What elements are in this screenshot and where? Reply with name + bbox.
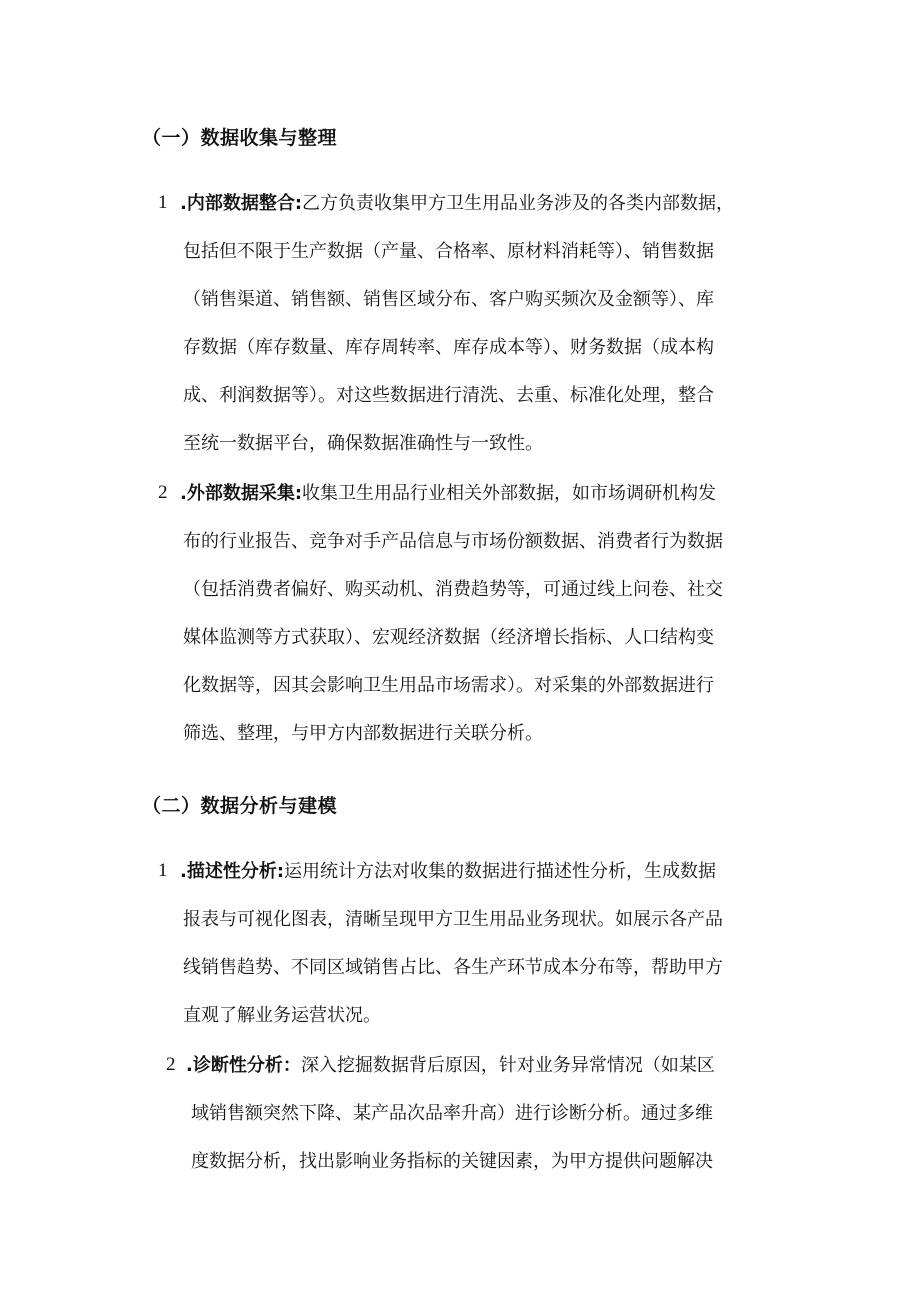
paragraph-line: 报表与可视化图表，清晰呈现甲方卫生用品业务现状。如展示各产品 bbox=[183, 909, 723, 930]
paragraph-line: .描述性分析:运用统计方法对收集的数据进行描述性分析，生成数据 bbox=[180, 861, 717, 882]
item-lead-term: .内部数据整合 bbox=[180, 193, 295, 214]
paragraph-line: .外部数据采集:收集卫生用品行业相关外部数据，如市场调研机构发 bbox=[180, 483, 717, 504]
item-number: 1 bbox=[158, 192, 168, 213]
paragraph-line: 媒体监测等方式获取）、宏观经济数据（经济增长指标、人口结构变 bbox=[183, 627, 714, 648]
paragraph-line: 化数据等，因其会影响卫生用品市场需求）。对采集的外部数据进行 bbox=[183, 675, 714, 696]
item-number: 1 bbox=[158, 860, 168, 881]
item-number: 2 bbox=[166, 1054, 176, 1075]
paragraph-line: .诊断性分析：深入挖掘数据背后原因，针对业务异常情况（如某区 bbox=[186, 1055, 715, 1076]
item-number: 2 bbox=[158, 482, 168, 503]
item-lead-term: .诊断性分析 bbox=[186, 1055, 283, 1076]
paragraph-line: 布的行业报告、竞争对手产品信息与市场份额数据、消费者行为数据 bbox=[183, 531, 723, 552]
paragraph-line: 至统一数据平台，确保数据准确性与一致性。 bbox=[183, 433, 543, 454]
item-lead-term: .描述性分析 bbox=[180, 861, 277, 882]
paragraph-line: 度数据分析，找出影响业务指标的关键因素，为甲方提供问题解决 bbox=[191, 1151, 713, 1172]
paragraph-line: （销售渠道、销售额、销售区域分布、客户购买频次及金额等）、库 bbox=[183, 289, 714, 310]
paragraph-line: （包括消费者偏好、购买动机、消费趋势等，可通过线上问卷、社交 bbox=[183, 579, 723, 600]
section-heading-2: （二）数据分析与建模 bbox=[142, 795, 338, 817]
paragraph-line: 直观了解业务运营状况。 bbox=[183, 1005, 381, 1026]
paragraph-line: .内部数据整合:乙方负责收集甲方卫生用品业务涉及的各类内部数据， bbox=[180, 193, 735, 214]
item-lead-term: .外部数据采集 bbox=[180, 483, 295, 504]
section-heading-1: （一）数据收集与整理 bbox=[142, 127, 338, 149]
paragraph-line: 域销售额突然下降、某产品次品率升高）进行诊断分析。通过多维 bbox=[191, 1103, 713, 1124]
paragraph-line: 筛选、整理，与甲方内部数据进行关联分析。 bbox=[183, 723, 543, 744]
paragraph-line: 包括但不限于生产数据（产量、合格率、原材料消耗等）、销售数据 bbox=[183, 241, 714, 262]
paragraph-line: 存数据（库存数量、库存周转率、库存成本等）、财务数据（成本构 bbox=[183, 337, 714, 358]
paragraph-line: 成、利润数据等）。对这些数据进行清洗、去重、标准化处理，整合 bbox=[183, 385, 714, 406]
paragraph-line: 线销售趋势、不同区域销售占比、各生产环节成本分布等，帮助甲方 bbox=[183, 957, 723, 978]
